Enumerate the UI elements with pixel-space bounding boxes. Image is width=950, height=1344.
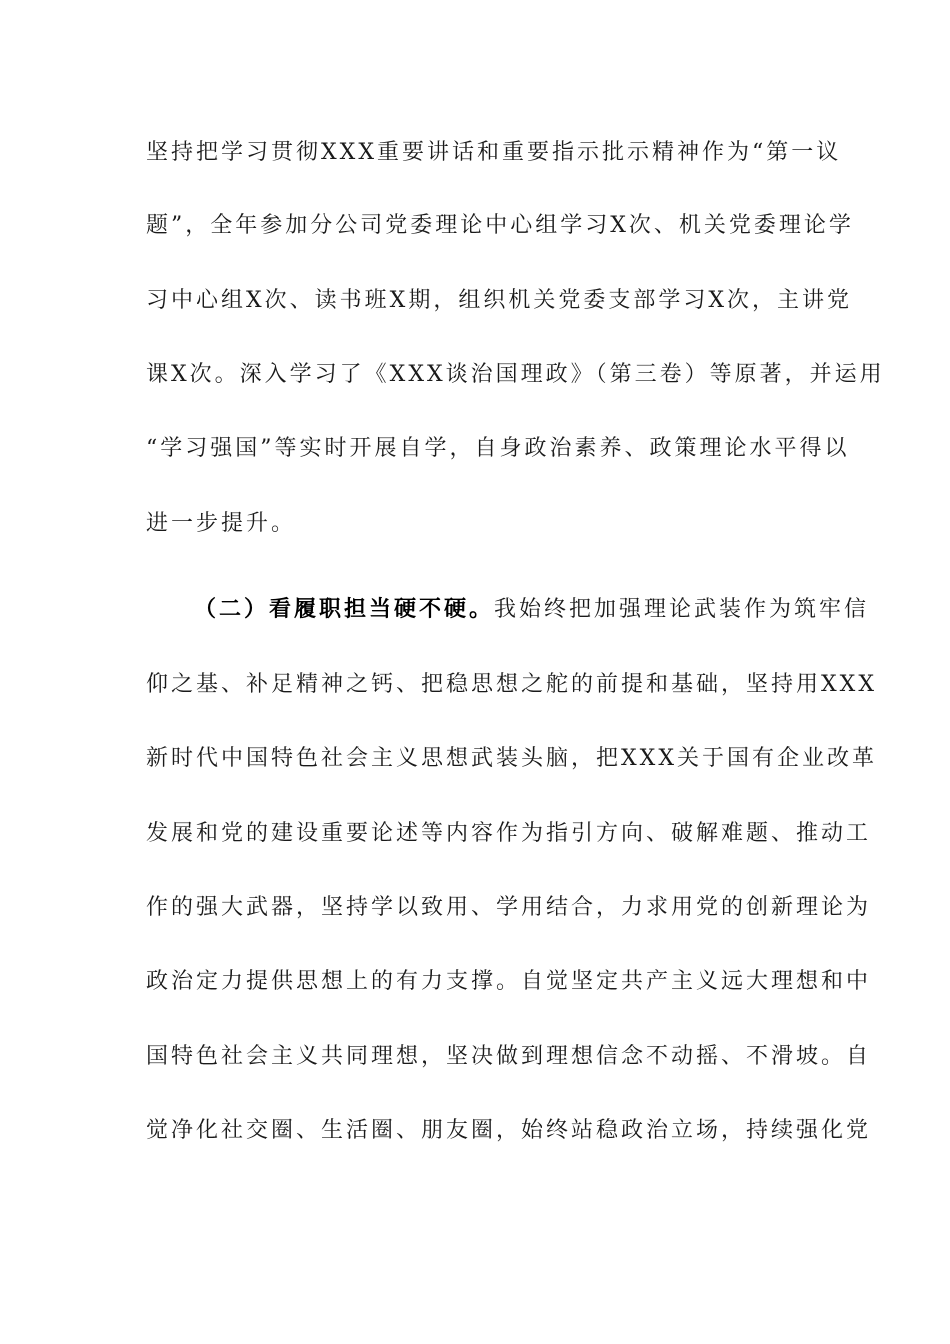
paragraph-2-line-7: 国特色社会主义共同理想，坚决做到理想信念不动摇、不滑坡。自 bbox=[146, 1044, 872, 1069]
paragraph-2-line-8: 觉净化社交圈、生活圈、朋友圈，始终站稳政治立场，持续强化党 bbox=[146, 1118, 872, 1143]
paragraph-2-line-5: 作的强大武器，坚持学以致用、学用结合，力求用党的创新理论为 bbox=[146, 895, 872, 920]
paragraph-2-line-1-text: 我始终把加强理论武装作为筑牢信 bbox=[494, 597, 870, 622]
paragraph-2-line-2: 仰之基、补足精神之钙、把稳思想之舵的前提和基础，坚持用XXX bbox=[146, 672, 877, 697]
paragraph-1-line-2: 题”，全年参加分公司党委理论中心组学习X次、机关党委理论学 bbox=[146, 213, 854, 238]
paragraph-2-first-line bbox=[194, 594, 870, 625]
paragraph-2-line-3: 新时代中国特色社会主义思想武装头脑，把XXX关于国有企业改革 bbox=[146, 746, 877, 771]
paragraph-2-line-4: 发展和党的建设重要论述等内容作为指引方向、破解难题、推动工 bbox=[146, 821, 872, 846]
paragraph-1-line-3: 习中心组X次、读书班X期，组织机关党委支部学习X次，主讲党 bbox=[146, 288, 852, 313]
section-heading: （二）看履职担当硬不硬。 bbox=[194, 596, 495, 622]
paragraph-2-line-6: 政治定力提供思想上的有力支撑。自觉坚定共产主义远大理想和中 bbox=[146, 969, 872, 994]
paragraph-1-line-5: “学习强国”等实时开展自学，自身政治素养、政策理论水平得以 bbox=[146, 436, 850, 461]
paragraph-1-line-6: 进一步提升。 bbox=[146, 511, 297, 536]
paragraph-1-line-4: 课X次。深入学习了《XXX谈治国理政》（第三卷）等原著，并运用 bbox=[146, 362, 885, 387]
paragraph-1-line-1: 坚持把学习贯彻XXX重要讲话和重要指示批示精神作为“第一议 bbox=[146, 140, 842, 165]
